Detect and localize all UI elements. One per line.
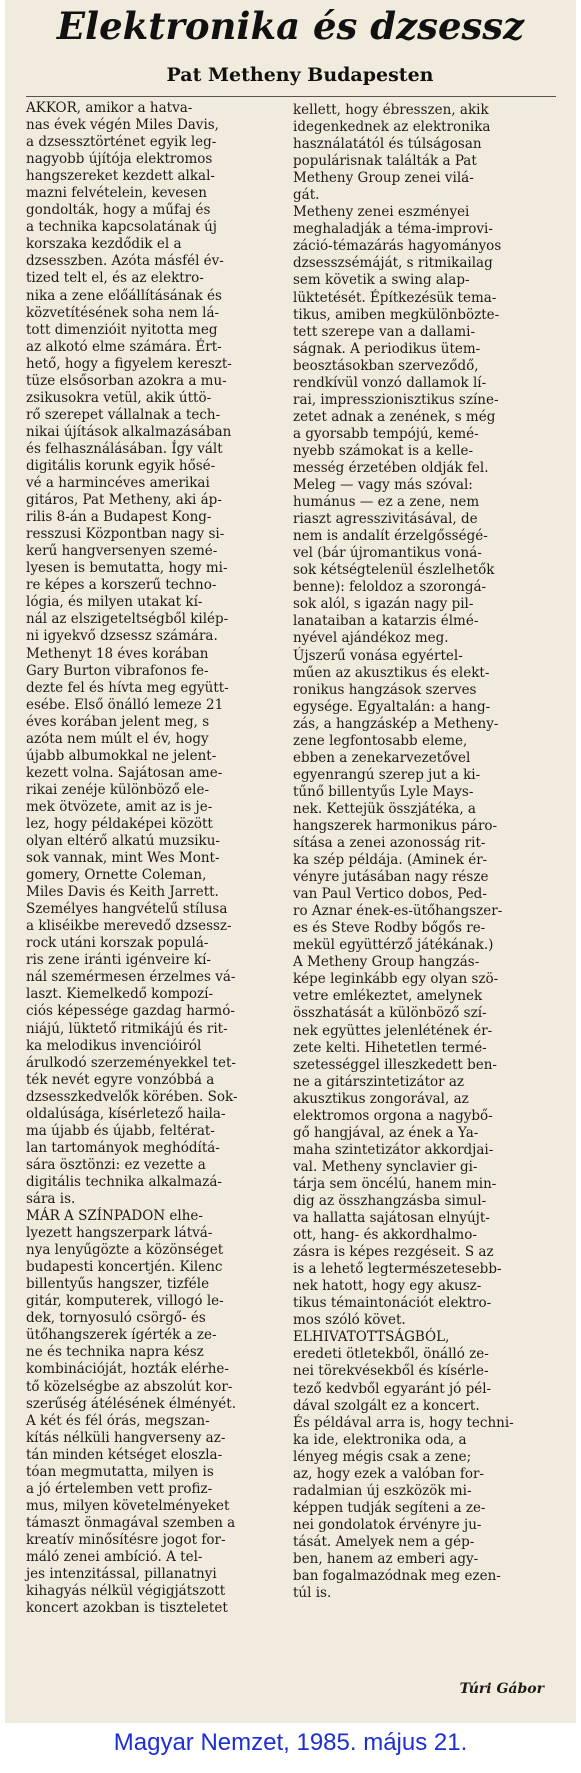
left_column-line: kihagyás nélkül végigjátszott [26,1583,226,1600]
right_column-line: radalmian új eszközök mi- [293,1482,472,1499]
right_column-line: beosztásokban szerveződő, [293,357,479,374]
left_column-line: szerűség átélésének élményét. [26,1395,236,1412]
left_column-line: nikai újítások alkalmazásában [26,423,232,440]
right_column-line: az, hogy ezek a valóban for- [293,1465,484,1482]
left_column-line: Személyes hangvételű stílusa [26,901,228,918]
left_column-line: nika a zene előállításának és [26,287,222,304]
left_column-line: rikai zenéje különböző ele- [26,781,210,798]
right_column-line: benne): feloldoz a szorongá- [293,579,487,596]
left_column-line: a jó értelemben vett profiz- [26,1480,213,1497]
source-caption: Magyar Nemzet, 1985. május 21. [113,1729,468,1756]
right_column-line: humánus — ez a zene, nem [293,494,480,511]
left_column-line: támaszt önmagával szemben a [26,1514,236,1531]
right_column-line: zetet adnak a zenének, s még [293,408,496,425]
left_column-line: máló zenei ambíció. A tel- [26,1548,203,1565]
right_column-line: kellett, hogy ébresszen, akik [293,102,489,118]
left_column-line: billentyűs hangszer, tizféle [26,1276,210,1293]
left_column-line: azóta nem múlt el év, hogy [26,730,209,747]
right_column-line: tűnő billentyűs Lyle Mays- [293,783,474,800]
left_column-line: tott dimenzióit nyitotta meg [26,321,218,338]
left_column-line: ne és technika napra kész [26,1344,204,1361]
left_column-line: Methenyt 18 éves korában [26,645,209,662]
right_column-line: egysége. Egyaltalán: a hang- [293,698,491,715]
left_column-line: nál az elszigeteltségből kilép- [26,611,229,628]
left_column-line: hető, hogy a figyelem kereszt- [26,355,232,372]
left_column-line: a kliséikbe merevedő dzsessz- [26,918,232,935]
right_column-line: ELHIVATOTTSÁGBÓL, [293,1329,450,1346]
left_column-line: jes intenzitással, pillanatnyi [26,1566,217,1583]
left_column-line: budapesti koncertjén. Kilenc [26,1259,223,1276]
right_column-line: Metheny Group zenei vilá- [293,170,474,187]
right_column-line: képe leginkább egy olyan szö- [293,971,499,988]
left_column-line: mus, milyen követelményeket [26,1497,230,1514]
left_column-line: tán minden kétséget eloszla- [26,1446,223,1463]
left_column-line: koncert azokban is tiszteletet [26,1600,228,1617]
right_column-line: val. Metheny synclavier gi- [293,1158,478,1175]
right_column-line: idegenkednek az elektronika [293,119,491,136]
right_column-line: populárisnak találták a Pat [293,153,477,170]
right_column-line: zete kelti. Hihetetlen termé- [293,1039,487,1056]
right_column-line: sítása a zenei azonosság rit- [293,835,486,852]
right_column-line: lanataiban a katarzis élmé- [293,613,479,630]
right_column-line: Metheny zenei eszményei [293,204,470,221]
right_column-line: elektromos orgona a nagybő- [293,1107,493,1124]
right_column-line: zás, a hangzáskép a Metheny- [293,715,499,732]
title-divider [26,96,556,97]
left_column-line: ka melodikus invencióiról [26,1037,202,1054]
right_column-line: gő hangjával, az ének a Ya- [293,1124,479,1141]
left_column-line: tized telt el, és az elektro- [26,270,204,287]
left_column-line: gitáros, Pat Metheny, aki áp- [26,492,222,509]
left_column-line: közvetítésének soha nem lá- [26,304,220,321]
left_column-line: niájú, lüktető ritmikájú és rit- [26,1020,228,1037]
left_column-line: újabb albumokkal ne jelent- [26,747,217,764]
left_column-line: lyesen is bemutatta, hogy mi- [26,560,228,577]
right_column-line: dig az összhangzásba simul- [293,1193,487,1209]
right_column-line: va hallatta sajátosan elnyújt- [293,1210,490,1227]
right_column-line: maha szintetizátor akkordjai- [293,1141,494,1158]
right_column-line: meghaladják a téma-improvi- [293,221,493,238]
left_column-line: dzsesszkedvelők körében. Sok- [26,1088,238,1105]
right_column-line: sok kétségtelenül észlelhetők [293,562,495,579]
article-author: Túri Gábor [459,1681,544,1697]
right_column-line: használatától és túlságosan [293,136,482,153]
right_column-line: tását. Amelyek nem a gép- [293,1533,475,1550]
right_column-line: vetre emlékeztet, amelynek [293,988,483,1005]
left_column-line: lez, hogy példaképei között [26,815,213,832]
right_column-line: hangszerek harmonikus páro- [293,817,498,834]
left_column-line: kezett volna. Sajátosan ame- [26,764,223,781]
left_column-line: hangszereket kezdett alkal- [26,168,215,185]
left_column-line: gitár, komputerek, villogó le- [26,1293,224,1310]
left_column-line: rilis 8-án a Budapest Kong- [26,509,212,526]
right_column-line: ronikus hangzások szerves [293,681,477,698]
left_column-line: ma újabb és újabb, feltérat- [26,1122,215,1139]
right_column-line: Újszerű vonása egyértel- [293,647,463,664]
right_column-line: rai, impresszionisztikus színe- [293,391,499,408]
article-title: Elektronika és dzsessz [56,4,525,48]
right_column-line: nyebb számokat is a kelle- [293,442,474,459]
left_column-line: resszusi Központban nagy si- [26,526,225,543]
left_column-line: gomery, Ornette Coleman, [26,867,207,884]
left_column-line: dezte fel és hívta meg együtt- [26,679,229,696]
right_column-line: zene legfontosabb eleme, [293,732,468,749]
right_column-line: vel (bár újromantikus voná- [293,545,482,562]
left_column-line: tő közelségbe az abszolút kor- [26,1378,233,1395]
right_column-line: tikus témaintonációt elektro- [293,1295,492,1312]
left_column-line: kombinációját, hozták elérhe- [26,1361,229,1378]
right_column-line: akusztikus zongorával, az [293,1090,469,1107]
right_column-line: mos szóló követ. [293,1312,406,1329]
right_column-line: És példával arra is, hogy techni- [293,1414,514,1431]
left_column-line: AKKOR, amikor a hatva- [26,100,193,116]
left_column-line: kreatív minősítésre jogot for- [26,1531,226,1548]
right_column-line: gát. [293,187,320,204]
right_column-line: is a lehető legtermészetesebb- [293,1261,502,1278]
right_column-line: sok alól, s igazán nagy pil- [293,596,474,613]
left_column-line: ték nevét egyre vonzóbbá a [26,1071,215,1088]
left_column-line: sára is. [26,1191,76,1207]
left_column-line: Miles Davis és Keith Jarrett. [26,884,219,901]
right_column-line: műen az akusztikus és elekt- [293,664,490,681]
left_column-line: olyan eltérő alkatú muzsiku- [26,833,220,850]
right_column-line: rendkívül vonzó dallamok lí- [293,374,487,391]
left_column-line: nas évek végén Miles Davis, [26,117,219,134]
right_column-line: dával szolgált ez a koncert. [293,1397,480,1414]
article-left-column [26,100,294,1617]
left_column-line: mek ötvözete, amit az is je- [26,798,213,815]
right_column-line: ban fogalmazódnak meg ezen- [293,1568,501,1585]
right_column-line: nem is andalít érzelgősségé- [293,528,488,545]
left_column-line: rock utáni korszak populá- [26,935,209,952]
right_column-line: nei gondolatok érvényre ju- [293,1516,482,1533]
right_column-line: ságnak. A periodikus ütem- [293,340,481,357]
right_column-line: a gyorsabb tempójú, kemé- [293,425,479,442]
right_column-line: ebben a zenekarvezetővel [293,749,471,766]
left_column-line: nagyobb újítója elektromos [26,151,213,168]
left_column-line: kítás nélküli hangverseny az- [26,1429,226,1446]
left_column-line: ris zene iránti igénveire kí- [26,952,211,969]
right_column-line: tező kedvből egyaránt jó pél- [293,1380,492,1397]
left_column-line: oldalúsága, kísérletező haila- [26,1105,226,1122]
article-right-column [293,102,561,1602]
left_column-line: a dzsessztörténet egyik leg- [26,134,217,151]
right_column-line: nek együttes jelenlétének ér- [293,1022,493,1039]
left_column-line: vé a harmincéves amerikai [26,475,210,492]
left_column-line: re képes a korszerű techno- [26,577,217,594]
right_column-line: ka ide, elektronika oda, a [293,1431,467,1448]
right_column-line: ben, hanem az emberi agy- [293,1550,479,1567]
left_column-line: rő szerepet vállalnak a tech- [26,406,221,423]
right_column-line: egyenrangú szerep jut a ki- [293,766,481,783]
right_column-line: lüktetését. Építkezésük tema- [293,289,497,306]
right_column-line: dzsesszsémáját, s ritmikailag [293,255,493,272]
right_column-line: sem követik a swing alap- [293,272,470,289]
left_column-line: mazni felvételein, kevesen [26,185,207,202]
left_column-line: dzsesszben. Azóta másfél év- [26,253,224,270]
left_column-line: A két és fél órás, megszan- [26,1412,210,1429]
right_column-line: vényre jutásában nagy része [293,869,489,886]
right_column-line: záció-témazárás hagyományos [293,238,502,255]
right_column-line: tárja sem öncélú, hanem min- [293,1175,497,1192]
left_column-line: laszt. Kiemelkedő kompozí- [26,986,214,1003]
right_column-line: tikus, amiben megkülönbözte- [293,306,500,323]
right_column-line: nyével ajándékoz meg. [293,630,449,647]
right_column-line: nek hatott, hogy egy akusz- [293,1278,482,1295]
left_column-line: nál szemérmesen érzelmes vá- [26,969,236,986]
left_column-line: az alkotó elme számára. Ért- [26,338,222,355]
left_column-line: kerű hangversenyen szemé- [26,543,218,560]
left_column-line: zsikusokra vetül, akik úttö- [26,389,212,406]
left_column-line: árulkodó szerzeményekkel tet- [26,1054,236,1071]
left_column-line: digitális korunk egyik hősé- [26,457,216,474]
left_column-line: esébe. Első önálló lemeze 21 [26,696,224,713]
left_column-line: lyezett hangszerpark látvá- [26,1225,213,1242]
left_column-line: sára ösztönzi: ez vezette a [26,1156,206,1173]
left_column-line: lan tartományok meghódítá- [26,1139,220,1156]
left_column-line: gondolták, hogy a műfaj és [26,202,211,219]
right_column-line: nek. Kettejük összjátéka, a [293,800,476,817]
right_column-line: eredeti ötletekből, önálló ze- [293,1346,489,1363]
left_column-line: lógia, és milyen utakat kí- [26,594,203,611]
left_column-line: éves korában jelent meg, s [26,713,210,730]
left_column-line: korszaka kezdődik el a [26,236,182,253]
left_column-line: ütőhangszerek ígérték a ze- [26,1327,217,1344]
right_column-line: ro Aznar ének-es-ütőhangszer- [293,903,503,920]
right_column-line: zásra is képes rezgéseit. S az [293,1244,494,1261]
right_column-line: messég érzetében oldják fel. [293,459,489,476]
left_column-line: MÁR A SZÍNPADON elhe- [26,1208,203,1225]
right_column-line: mekül együttérző játékának.) [293,937,494,954]
left_column-line: tüze elsősorban azokra a mu- [26,372,227,389]
right_column-line: ott, hang- és akkordhalmo- [293,1227,477,1244]
right_column-line: es és Steve Rodby bőgős re- [293,920,486,937]
left_column-line: Gary Burton vibrafonos fe- [26,662,209,679]
right_column-line: ka szép példája. (Aminek ér- [293,852,488,869]
left_column-line: a technika kapcsolatának új [26,219,217,236]
right_column-line: tett szerepe van a dallami- [293,323,476,340]
left_column-line: és felhasználásában. Így vált [26,440,223,457]
left_column-line: digitális technika alkalmazá- [26,1173,222,1190]
right_column-line: nei törekvésekből és kísérle- [293,1363,489,1380]
left_column-line: dek, tornyosuló csörgő- és [26,1310,206,1327]
right_column-line: riaszt agresszivitásával, de [293,511,478,528]
right_column-line: van Paul Vertico dobos, Ped- [293,886,487,903]
right_column-line: ne a gitárszintetizátor az [293,1073,465,1090]
right_column-line: szetességgel illeszkedett ben- [293,1056,497,1073]
right_column-line: Meleg — vagy más szóval: [293,477,473,494]
right_column-line: képpen tudják segíteni a ze- [293,1499,486,1516]
left_column-line: tóan megmutatta, milyen is [26,1463,214,1480]
article-subtitle: Pat Metheny Budapesten [166,64,434,86]
right_column-line: összhatását a különböző szí- [293,1005,487,1022]
right_column-line: lényeg mégis csak a zene; [293,1448,472,1465]
left_column-line: nya lenyűgözte a közönséget [26,1242,224,1259]
right_column-line: túl is. [293,1585,332,1602]
left_column-line: ni igyekvő dzsessz számára. [26,628,218,645]
right_column-line: A Metheny Group hangzás- [293,954,480,971]
left_column-line: ciós képessége gazdag harmó- [26,1003,235,1020]
left_column-line: sok vannak, mint Wes Mont- [26,850,220,867]
